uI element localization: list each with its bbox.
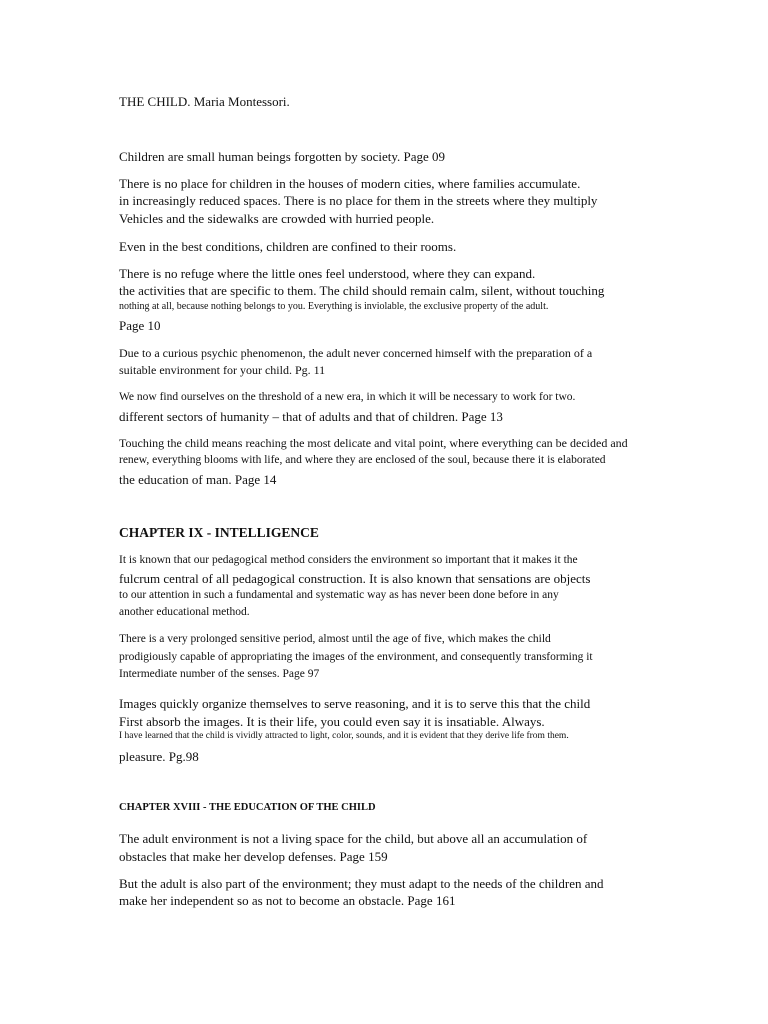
paragraph-line: Even in the best conditions, children are confined to their rooms.	[119, 239, 457, 254]
paragraph-line: obstacles that make her develop defenses. Page 159	[119, 849, 388, 864]
paragraph-line: to our attention in such a fundamental and systematic way as has never been done before in any	[119, 589, 559, 601]
paragraph-line: First absorb the images. It is their life, you could even say it is insatiable. Always.	[119, 714, 545, 729]
paragraph-line: Images quickly organize themselves to serve reasoning, and it is to serve this that the child	[119, 696, 591, 711]
paragraph-line: suitable environment for your child. Pg. 11	[119, 363, 326, 377]
document-title: THE CHILD. Maria Montessori.	[119, 94, 290, 109]
paragraph-line: the activities that are specific to them. The child should remain calm, silent, without touching	[119, 283, 605, 298]
paragraph-line: It is known that our pedagogical method considers the environment so important that it makes it the	[119, 554, 578, 566]
paragraph-line: another educational method.	[119, 606, 250, 618]
paragraph-line: Vehicles and the sidewalks are crowded with hurried people.	[119, 211, 435, 226]
paragraph-line: Due to a curious psychic phenomenon, the adult never concerned himself with the preparation of a	[119, 346, 593, 360]
paragraph-line: in increasingly reduced spaces. There is no place for them in the streets where they multiply	[119, 193, 598, 208]
chapter-heading: CHAPTER XVIII - THE EDUCATION OF THE CHILD	[119, 802, 376, 813]
paragraph-line: different sectors of humanity – that of adults and that of children. Page 13	[119, 409, 503, 424]
paragraph-line: pleasure. Pg.98	[119, 749, 199, 764]
paragraph-line: Children are small human beings forgotten by society. Page 09	[119, 149, 446, 164]
paragraph-line: prodigiously capable of appropriating the images of the environment, and consequently transforming it	[119, 651, 593, 663]
paragraph-line: Page 10	[119, 318, 161, 333]
paragraph-line: There is no refuge where the little ones feel understood, where they can expand.	[119, 266, 536, 281]
paragraph-line: There is a very prolonged sensitive period, almost until the age of five, which makes the child	[119, 633, 551, 645]
paragraph-line: We now find ourselves on the threshold of a new era, in which it will be necessary to work for two.	[119, 391, 576, 403]
chapter-heading: CHAPTER IX - INTELLIGENCE	[119, 525, 319, 540]
paragraph-line: I have learned that the child is vividly attracted to light, color, sounds, and it is evident that they derive life from them.	[119, 731, 569, 741]
paragraph-line: Intermediate number of the senses. Page 97	[119, 668, 320, 680]
paragraph-line: make her independent so as not to become an obstacle. Page 161	[119, 893, 456, 908]
paragraph-line: fulcrum central of all pedagogical construction. It is also known that sensations are objects	[119, 571, 591, 586]
paragraph-line: the education of man. Page 14	[119, 472, 277, 487]
paragraph-line: There is no place for children in the houses of modern cities, where families accumulate.	[119, 176, 581, 191]
paragraph-line: Touching the child means reaching the most delicate and vital point, where everything can be decided and	[119, 436, 628, 450]
paragraph-line: But the adult is also part of the environment; they must adapt to the needs of the children and	[119, 876, 604, 891]
paragraph-line: renew, everything blooms with life, and where they are enclosed of the soul, because there it is elaborated	[119, 454, 606, 466]
paragraph-line: The adult environment is not a living space for the child, but above all an accumulation of	[119, 831, 588, 846]
paragraph-line: nothing at all, because nothing belongs to you. Everything is inviolable, the exclusive property of the adult.	[119, 301, 549, 312]
